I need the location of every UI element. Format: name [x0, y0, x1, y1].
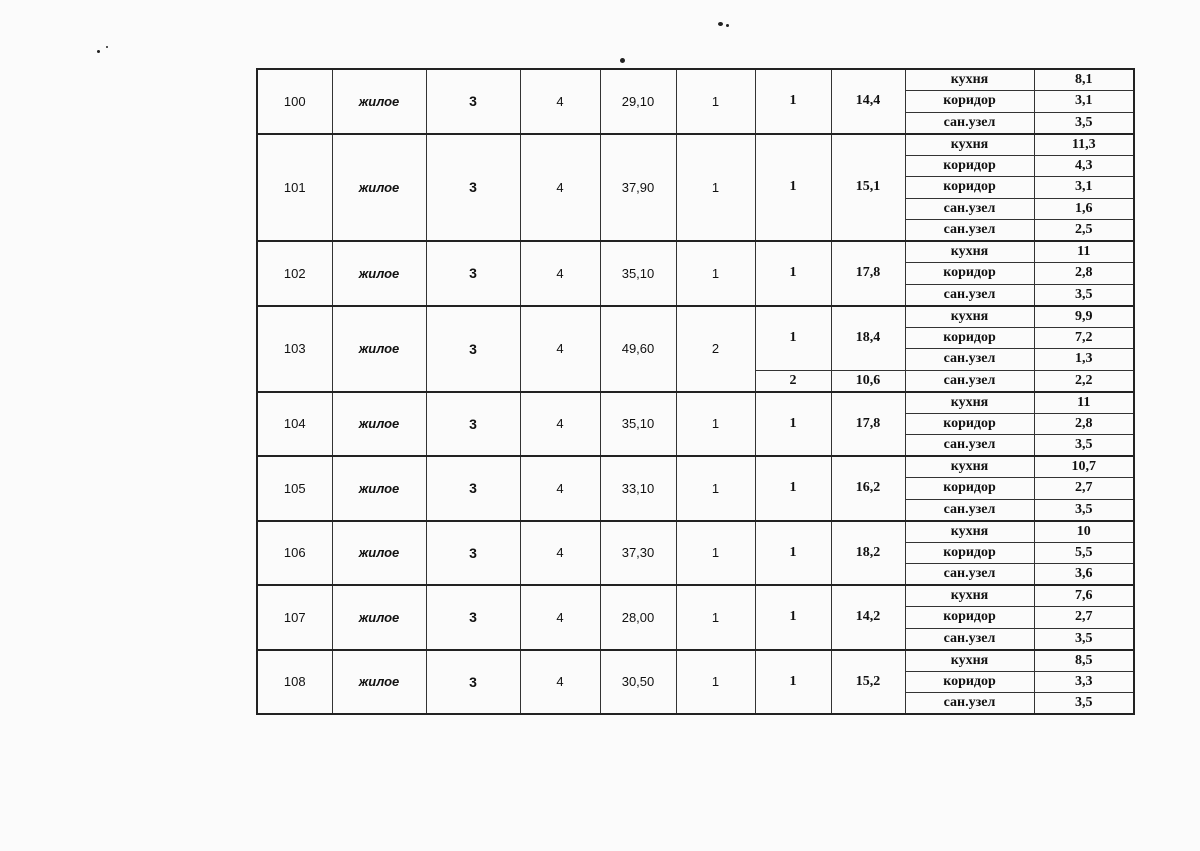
aux-room-name: сан.узел: [905, 693, 1034, 715]
aux-room-name: сан.узел: [905, 349, 1034, 371]
aux-room-area: 2,2: [1034, 370, 1134, 392]
table-row: [257, 456, 1134, 478]
apartment-number: 103: [257, 306, 332, 392]
living-room-area: 18,2: [831, 521, 905, 586]
room-count: 1: [676, 392, 755, 457]
aux-room-name: кухня: [905, 69, 1034, 91]
room-count: 2: [676, 306, 755, 392]
floor: 3: [426, 392, 520, 457]
total-area: 35,10: [600, 392, 676, 457]
aux-room-name: коридор: [905, 607, 1034, 629]
aux-room-name: сан.узел: [905, 628, 1034, 650]
living-room-area: 14,4: [831, 69, 905, 134]
aux-room-area: 10,7: [1034, 456, 1134, 478]
living-room-area: 17,8: [831, 241, 905, 306]
room-count: 1: [676, 241, 755, 306]
room-count: 1: [676, 585, 755, 650]
total-area: 37,90: [600, 134, 676, 242]
aux-room-name: кухня: [905, 521, 1034, 543]
room-count: 1: [676, 69, 755, 134]
aux-room-area: 1,3: [1034, 349, 1134, 371]
premise-type: жилое: [332, 650, 426, 715]
aux-room-area: 3,3: [1034, 671, 1134, 693]
premise-type: жилое: [332, 69, 426, 134]
aux-room-name: сан.узел: [905, 370, 1034, 392]
floor: 3: [426, 134, 520, 242]
aux-room-name: сан.узел: [905, 220, 1034, 242]
aux-room-area: 3,1: [1034, 177, 1134, 199]
aux-room-area: 2,8: [1034, 263, 1134, 285]
table-row: [257, 585, 1134, 607]
premise-type: жилое: [332, 456, 426, 521]
floor: 3: [426, 585, 520, 650]
table-row: [257, 69, 1134, 91]
aux-room-area: 5,5: [1034, 542, 1134, 564]
total-area: 35,10: [600, 241, 676, 306]
aux-room-name: кухня: [905, 241, 1034, 263]
aux-room-name: кухня: [905, 392, 1034, 414]
aux-room-area: 2,7: [1034, 607, 1134, 629]
floor: 3: [426, 306, 520, 392]
aux-room-name: сан.узел: [905, 564, 1034, 586]
total-area: 28,00: [600, 585, 676, 650]
aux-room-name: сан.узел: [905, 112, 1034, 134]
floor: 3: [426, 521, 520, 586]
aux-room-name: коридор: [905, 327, 1034, 349]
aux-room-name: кухня: [905, 134, 1034, 156]
table-row: [257, 306, 1134, 328]
floor: 3: [426, 456, 520, 521]
apartment-group: [257, 69, 1134, 134]
scan-speck: [106, 46, 108, 48]
premise-type: жилое: [332, 134, 426, 242]
aux-room-area: 10: [1034, 521, 1134, 543]
room-count: 1: [676, 650, 755, 715]
aux-room-area: 2,8: [1034, 413, 1134, 435]
room-count: 1: [676, 134, 755, 242]
apartment-number: 101: [257, 134, 332, 242]
total-area: 49,60: [600, 306, 676, 392]
entrance: 4: [520, 134, 600, 242]
entrance: 4: [520, 521, 600, 586]
apartment-group: [257, 134, 1134, 242]
aux-room-name: сан.узел: [905, 499, 1034, 521]
aux-room-area: 11: [1034, 241, 1134, 263]
aux-room-area: 3,5: [1034, 112, 1134, 134]
scan-speck: [620, 58, 625, 63]
entrance: 4: [520, 306, 600, 392]
apartment-number: 105: [257, 456, 332, 521]
aux-room-area: 4,3: [1034, 155, 1134, 177]
aux-room-area: 8,5: [1034, 650, 1134, 672]
apartment-number: 104: [257, 392, 332, 457]
aux-room-name: коридор: [905, 478, 1034, 500]
floor: 3: [426, 69, 520, 134]
living-room-number: 1: [755, 585, 831, 650]
aux-room-name: сан.узел: [905, 198, 1034, 220]
room-count: 1: [676, 521, 755, 586]
table-row: [257, 241, 1134, 263]
total-area: 30,50: [600, 650, 676, 715]
aux-room-area: 1,6: [1034, 198, 1134, 220]
aux-room-area: 11,3: [1034, 134, 1134, 156]
apartment-group: [257, 456, 1134, 521]
entrance: 4: [520, 650, 600, 715]
aux-room-area: 11: [1034, 392, 1134, 414]
living-room-number: 1: [755, 241, 831, 306]
apartment-group: [257, 521, 1134, 586]
aux-room-area: 2,7: [1034, 478, 1134, 500]
apartment-number: 106: [257, 521, 332, 586]
apartment-number: 108: [257, 650, 332, 715]
total-area: 33,10: [600, 456, 676, 521]
living-room-area: 16,2: [831, 456, 905, 521]
living-room-area: 14,2: [831, 585, 905, 650]
living-room-area: 10,6: [831, 370, 905, 392]
living-room-number: 2: [755, 370, 831, 392]
table-row: [257, 134, 1134, 156]
apartment-group: [257, 306, 1134, 392]
table-row: [257, 650, 1134, 672]
premise-type: жилое: [332, 392, 426, 457]
living-room-number: 1: [755, 134, 831, 242]
living-room-number: 1: [755, 69, 831, 134]
entrance: 4: [520, 392, 600, 457]
aux-room-area: 8,1: [1034, 69, 1134, 91]
aux-room-name: кухня: [905, 585, 1034, 607]
entrance: 4: [520, 456, 600, 521]
apartment-number: 102: [257, 241, 332, 306]
aux-room-name: сан.узел: [905, 435, 1034, 457]
living-room-number: 1: [755, 392, 831, 457]
aux-room-name: коридор: [905, 155, 1034, 177]
aux-room-name: кухня: [905, 306, 1034, 328]
entrance: 4: [520, 241, 600, 306]
floor: 3: [426, 241, 520, 306]
scan-speck: [718, 22, 723, 26]
aux-room-area: 3,5: [1034, 499, 1134, 521]
living-room-number: 1: [755, 521, 831, 586]
living-room-area: 15,1: [831, 134, 905, 242]
living-room-area: 18,4: [831, 306, 905, 371]
aux-room-area: 3,6: [1034, 564, 1134, 586]
apartment-number: 100: [257, 69, 332, 134]
living-room-number: 1: [755, 650, 831, 715]
apartment-group: [257, 392, 1134, 457]
aux-room-area: 2,5: [1034, 220, 1134, 242]
entrance: 4: [520, 69, 600, 134]
apartment-group: [257, 650, 1134, 715]
aux-room-area: 9,9: [1034, 306, 1134, 328]
aux-room-name: коридор: [905, 263, 1034, 285]
entrance: 4: [520, 585, 600, 650]
premises-table: [256, 68, 1135, 715]
aux-room-area: 3,5: [1034, 435, 1134, 457]
aux-room-area: 3,1: [1034, 91, 1134, 113]
scan-speck: [726, 24, 729, 27]
living-room-area: 17,8: [831, 392, 905, 457]
table-row: [257, 521, 1134, 543]
aux-room-area: 3,5: [1034, 693, 1134, 715]
aux-room-name: сан.узел: [905, 284, 1034, 306]
aux-room-area: 3,5: [1034, 284, 1134, 306]
premise-type: жилое: [332, 521, 426, 586]
aux-room-name: коридор: [905, 671, 1034, 693]
total-area: 29,10: [600, 69, 676, 134]
premise-type: жилое: [332, 241, 426, 306]
aux-room-name: коридор: [905, 542, 1034, 564]
aux-room-name: кухня: [905, 456, 1034, 478]
apartment-group: [257, 241, 1134, 306]
living-room-number: 1: [755, 306, 831, 371]
living-room-area: 15,2: [831, 650, 905, 715]
aux-room-area: 3,5: [1034, 628, 1134, 650]
premise-type: жилое: [332, 585, 426, 650]
living-room-number: 1: [755, 456, 831, 521]
aux-room-name: кухня: [905, 650, 1034, 672]
total-area: 37,30: [600, 521, 676, 586]
apartment-number: 107: [257, 585, 332, 650]
aux-room-area: 7,6: [1034, 585, 1134, 607]
scan-speck: [97, 50, 100, 53]
aux-room-name: коридор: [905, 177, 1034, 199]
aux-room-name: коридор: [905, 91, 1034, 113]
aux-room-name: коридор: [905, 413, 1034, 435]
room-count: 1: [676, 456, 755, 521]
aux-room-area: 7,2: [1034, 327, 1134, 349]
floor: 3: [426, 650, 520, 715]
table-row: [257, 392, 1134, 414]
premise-type: жилое: [332, 306, 426, 392]
apartment-group: [257, 585, 1134, 650]
